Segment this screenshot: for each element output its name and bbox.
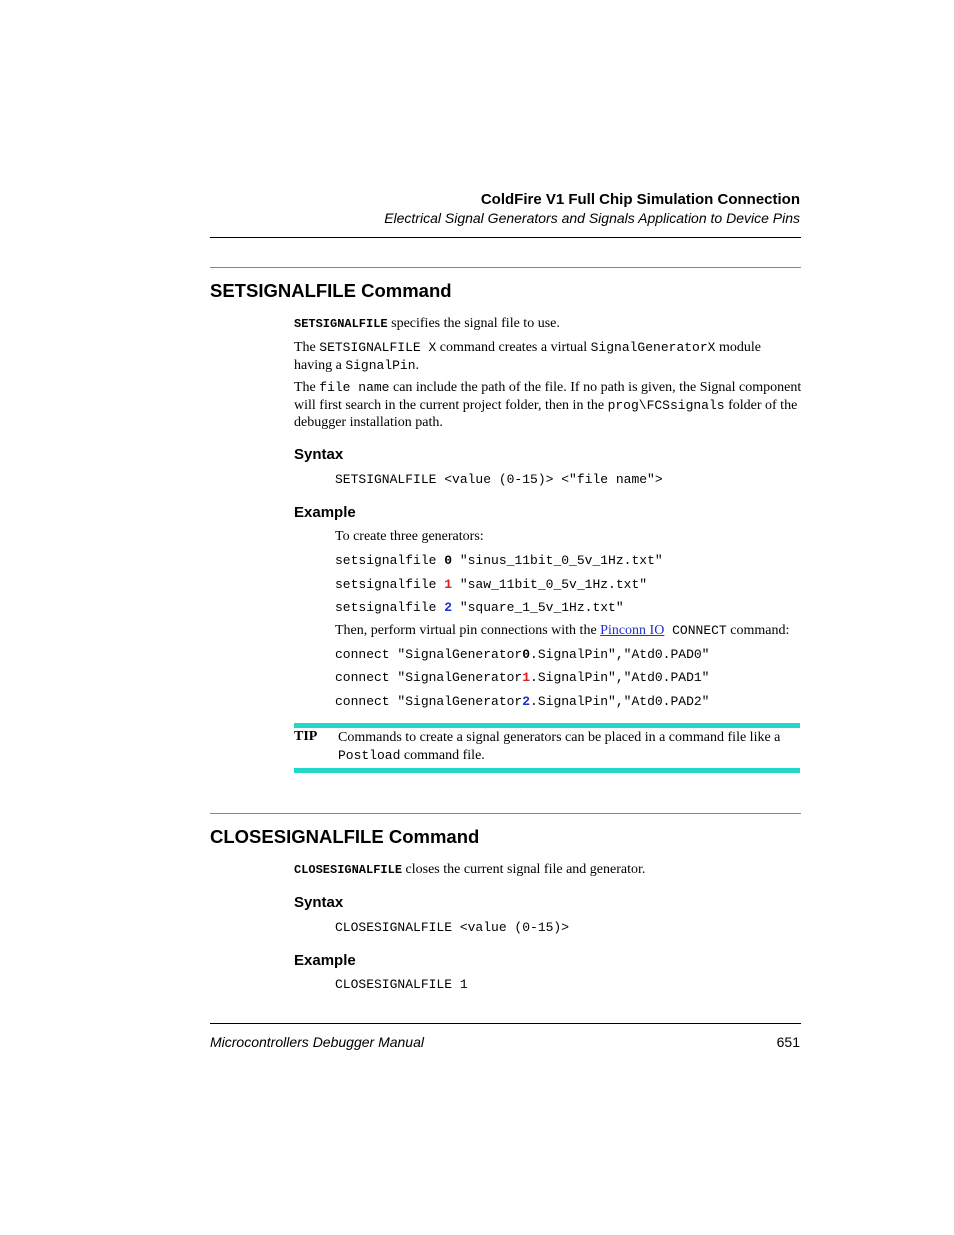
code-line: setsignalfile 0 "sinus_11bit_0_5v_1Hz.txt"	[335, 553, 663, 568]
tip-top-bar	[294, 723, 800, 728]
file-path-paragraph: The file name can include the path of the file. If no path is given, the Signal component will first search in the current project folder, then in the prog\FCSsignals folder of the debugger installation path.	[294, 380, 802, 430]
example-intro: To create three generators:	[335, 529, 484, 544]
description-paragraph: The SETSIGNALFILE X command creates a virtual SignalGeneratorX module having a SignalPin.	[294, 340, 761, 373]
connection-instruction: Then, perform virtual pin connections with the Pinconn IO CONNECT command:	[335, 623, 790, 638]
section-heading-closesignalfile: CLOSESIGNALFILE Command	[210, 826, 480, 847]
syntax-heading: Syntax	[294, 446, 344, 463]
section-divider	[210, 813, 801, 814]
running-header-title: ColdFire V1 Full Chip Simulation Connection	[480, 191, 800, 208]
command-name: CLOSESIGNALFILE	[294, 863, 403, 877]
tip-text: Commands to create a signal generators can be placed in a command file like a Postload command file.	[338, 730, 781, 763]
example-heading: Example	[294, 952, 356, 969]
code-line: connect "SignalGenerator1.SignalPin","Atd0.PAD1"	[335, 670, 710, 685]
tip-bottom-bar	[294, 768, 800, 773]
footer-manual-title: Microcontrollers Debugger Manual	[210, 1034, 424, 1050]
section-heading-setsignalfile: SETSIGNALFILE Command	[210, 280, 452, 301]
code-line: connect "SignalGenerator2.SignalPin","Atd0.PAD2"	[335, 694, 710, 709]
code-line: setsignalfile 2 "square_1_5v_1Hz.txt"	[335, 600, 624, 615]
footer-rule	[210, 1023, 801, 1024]
command-name: SETSIGNALFILE	[294, 317, 388, 331]
tip-label: TIP	[294, 729, 318, 744]
syntax-code: SETSIGNALFILE <value (0-15)> <"file name">	[335, 472, 663, 487]
intro-paragraph: SETSIGNALFILE specifies the signal file to use.	[294, 316, 560, 331]
example-code: CLOSESIGNALFILE 1	[335, 977, 468, 992]
intro-paragraph: CLOSESIGNALFILE closes the current signal file and generator.	[294, 862, 646, 877]
code-line: connect "SignalGenerator0.SignalPin","Atd0.PAD0"	[335, 647, 710, 662]
pinconn-io-link[interactable]: Pinconn IO	[600, 623, 665, 638]
code-line: setsignalfile 1 "saw_11bit_0_5v_1Hz.txt"	[335, 577, 648, 592]
syntax-code: CLOSESIGNALFILE <value (0-15)>	[335, 920, 570, 935]
syntax-heading: Syntax	[294, 894, 344, 911]
example-heading: Example	[294, 504, 356, 521]
page-number: 651	[776, 1034, 800, 1050]
running-header-subtitle: Electrical Signal Generators and Signals Application to Device Pins	[384, 210, 800, 226]
section-divider	[210, 267, 801, 268]
header-rule	[210, 237, 801, 238]
